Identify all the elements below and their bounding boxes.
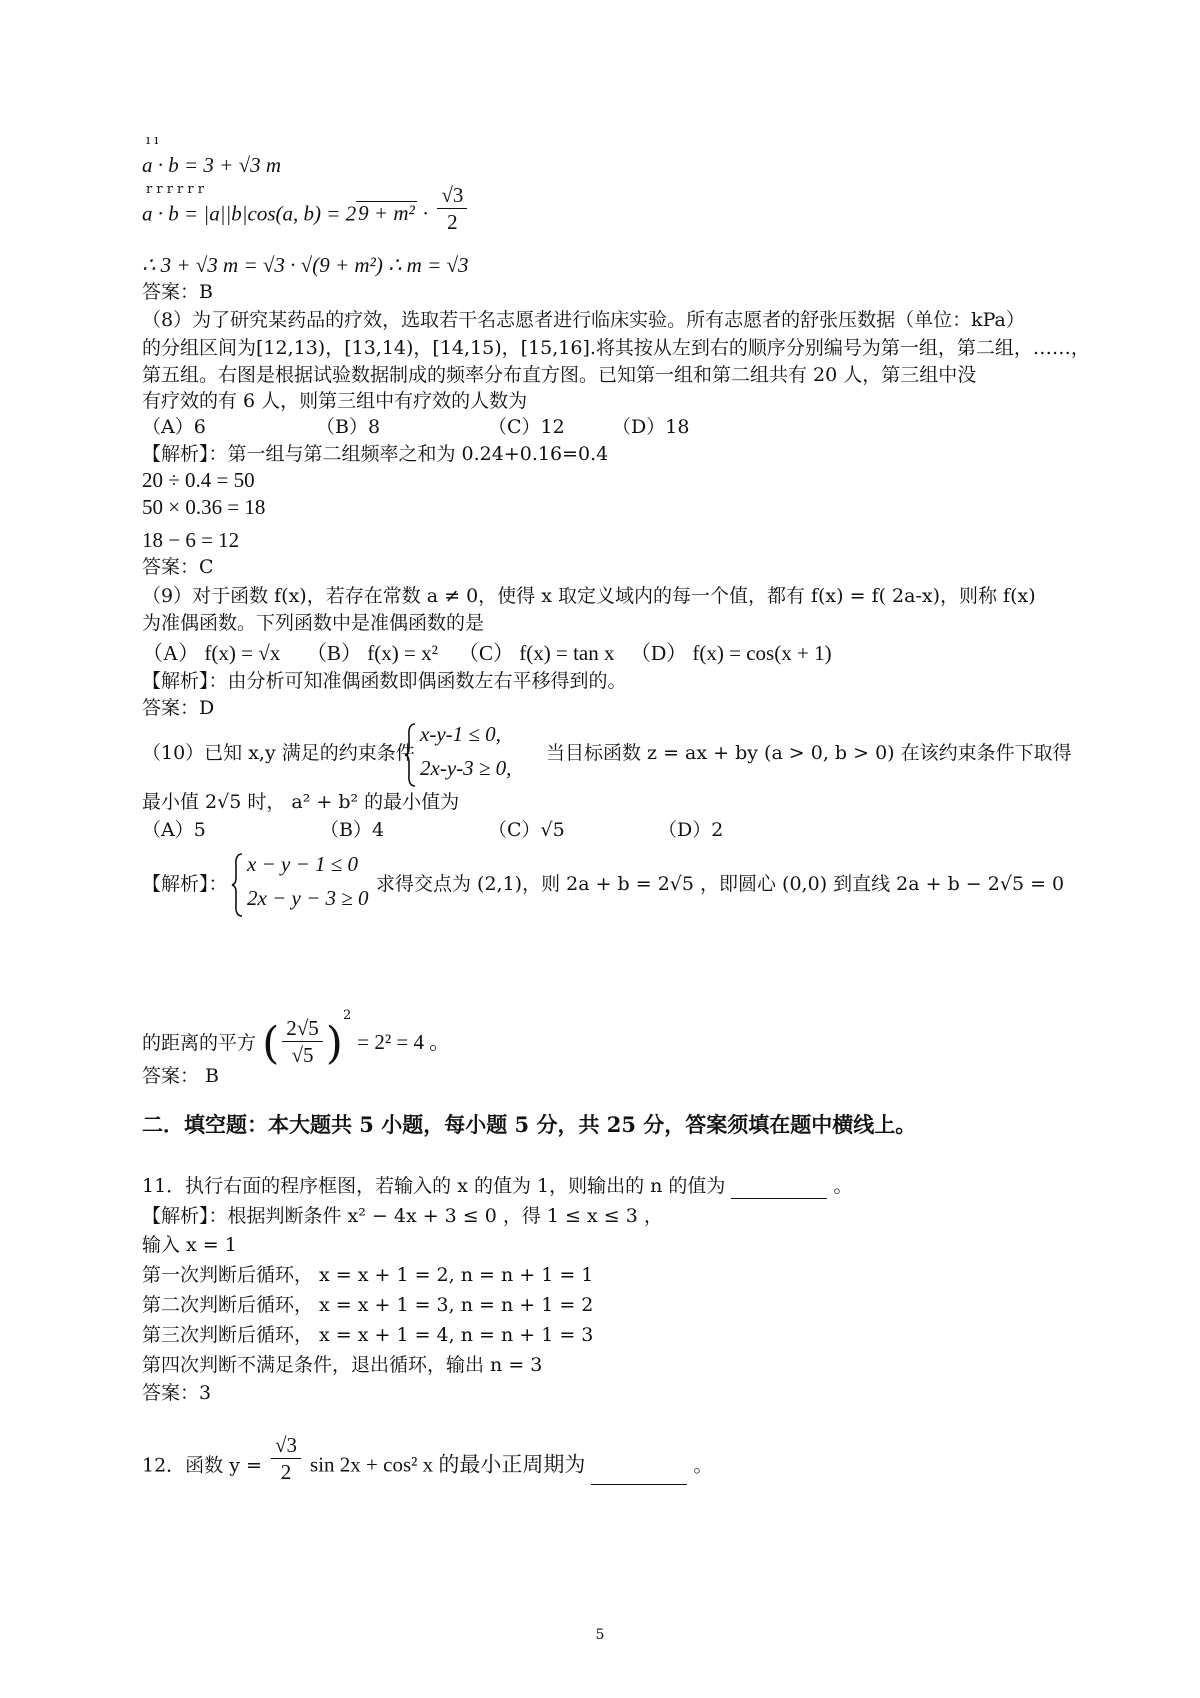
answer-8: 答案：C bbox=[142, 556, 214, 578]
q10-option-c: （C）√5 bbox=[488, 819, 565, 841]
q11-solution: 【解析】：根据判断条件 x² − 4x + 3 ≤ 0 ，得 1 ≤ x ≤ 3 ， bbox=[142, 1205, 663, 1227]
q8-calc-2: 50 × 0.36 = 18 bbox=[142, 495, 266, 519]
q11-step-4: 第三次判断后循环， x = x + 1 = 4, n = n + 1 = 3 bbox=[142, 1324, 594, 1346]
equation-solve-m: ∴ 3 + √3 m = √3 · √(9 + m²) ∴ m = √3 bbox=[142, 253, 469, 277]
question-8-line-2: 的分组区间为[12,13)，[13,14)，[14,15)，[15,16].将其按从左到右的顺序分别编号为第一组，第二组，……， bbox=[142, 337, 1090, 359]
q11-step-2: 第一次判断后循环， x = x + 1 = 2, n = n + 1 = 1 bbox=[142, 1264, 594, 1286]
fraction-numerator: 2√5 bbox=[282, 1015, 323, 1042]
question-9-line-1: （9）对于函数 f(x)，若存在常数 a ≠ 0，使得 x 取定义域内的每一个值，都有 f(x) = f( 2a-x)，则称 f(x) bbox=[142, 585, 1036, 607]
answer-10: 答案： B bbox=[142, 1065, 220, 1087]
q8-option-a: （A）6 bbox=[142, 416, 206, 438]
q10-solution-constraint-2: 2x − y − 3 ≥ 0 bbox=[247, 886, 369, 910]
brace-icon bbox=[230, 852, 244, 918]
q9-option-b: （B） f(x) = x² bbox=[306, 641, 438, 665]
q8-option-c: （C）12 bbox=[488, 416, 565, 438]
q10-solution-result: = 2² = 4 。 bbox=[357, 1030, 451, 1054]
answer-9: 答案：D bbox=[142, 697, 215, 719]
question-8-line-1: （8）为了研究某药品的疗效，选取若干名志愿者进行临床实验。所有志愿者的舒张压数据（单位：kPa） bbox=[142, 309, 1025, 331]
q11-step-3: 第二次判断后循环， x = x + 1 = 3, n = n + 1 = 2 bbox=[142, 1294, 594, 1316]
q9-option-c: （C） f(x) = tan x bbox=[458, 641, 615, 665]
vector-mark: r r r r r r bbox=[146, 182, 204, 197]
question-12: 12．函数 y = $\frac{√3}{2}$ sin 2x + cos² x 的最小正周期为 。 bbox=[142, 1433, 713, 1484]
q9-option-d: （D） f(x) = cos(x + 1) bbox=[630, 641, 832, 665]
q8-option-b: （B）8 bbox=[316, 416, 381, 438]
q10-solution-label: 【解析】： bbox=[142, 873, 228, 895]
q10-solution-line-2: 的距离的平方 ( $\frac{2√5}{√5}$ )$^2$ = 2² = 4 。 bbox=[142, 1008, 451, 1069]
question-8-line-3: 第五组。右图是根据试验数据制成的频率分布直方图。已知第一组和第二组共有 20 人，第三组中没 bbox=[142, 364, 977, 386]
q10-solution-constraint-1: x − y − 1 ≤ 0 bbox=[247, 852, 359, 876]
brace-icon bbox=[403, 722, 417, 788]
equation-dot-product-magnitude: a · b = |a||b|cos(a, b) = 29 + m² · $\frac{√3}{2}$ bbox=[142, 196, 470, 235]
q10-solution-text: 求得交点为 (2,1)，则 2a + b = 2√5 ，即圆心 (0,0) 到直线 2a + b − 2√5 = 0 bbox=[376, 873, 1065, 895]
q9-option-a: （A） f(x) = √x bbox=[142, 641, 281, 665]
q11-step-5: 第四次判断不满足条件，退出循环，输出 n = 3 bbox=[142, 1354, 543, 1376]
q8-calc-3: 18 − 6 = 12 bbox=[142, 528, 240, 552]
answer-blank bbox=[731, 1178, 827, 1199]
answer-7: 答案：B bbox=[142, 281, 213, 303]
fraction-numerator: √3 bbox=[271, 1432, 301, 1459]
q9-solution: 【解析】：由分析可知准偶函数即偶函数左右平移得到的。 bbox=[142, 670, 627, 692]
answer-11: 答案：3 bbox=[142, 1382, 212, 1404]
q10-constraint-2: 2x-y-3 ≥ 0, bbox=[420, 756, 512, 780]
section-2-heading: 二．填空题：本大题共 5 小题，每小题 5 分，共 25 分，答案须填在题中横线上。 bbox=[142, 1112, 917, 1137]
q8-option-d: （D）18 bbox=[612, 416, 690, 438]
fraction-denominator: √5 bbox=[291, 1042, 314, 1067]
q8-solution: 【解析】：第一组与第二组频率之和为 0.24+0.16=0.4 bbox=[142, 443, 609, 465]
question-8-line-4: 有疗效的有 6 人，则第三组中有疗效的人数为 bbox=[142, 390, 528, 412]
question-10-intro: （10）已知 x,y 满足的约束条件 bbox=[142, 742, 415, 764]
vector-mark: ı ı bbox=[146, 133, 159, 148]
equation-dot-product: a · b = 3 + √3 m bbox=[142, 153, 282, 177]
q8-calc-1: 20 ÷ 0.4 = 50 bbox=[142, 468, 255, 492]
question-10-line-2: 最小值 2√5 时， a² + b² 的最小值为 bbox=[142, 791, 460, 813]
q10-option-b: （B）4 bbox=[320, 819, 385, 841]
q10-option-d: （D）2 bbox=[658, 819, 724, 841]
answer-blank bbox=[591, 1464, 687, 1485]
q11-step-1: 输入 x = 1 bbox=[142, 1234, 237, 1256]
question-10-objective: 当目标函数 z = ax + by (a > 0, b > 0) 在该约束条件下取得 bbox=[546, 742, 1072, 764]
q10-constraint-1: x-y-1 ≤ 0, bbox=[420, 722, 501, 746]
page-number: 5 bbox=[595, 1627, 605, 1643]
question-11: 11．执行右面的程序框图，若输入的 x 的值为 1，则输出的 n 的值为 。 bbox=[142, 1175, 853, 1197]
q10-option-a: （A）5 bbox=[142, 819, 206, 841]
q10-solution-distance-label: 的距离的平方 bbox=[142, 1032, 257, 1054]
fraction-denominator: 2 bbox=[280, 1460, 292, 1484]
question-9-line-2: 为准偶函数。下列函数中是准偶函数的是 bbox=[142, 612, 485, 634]
